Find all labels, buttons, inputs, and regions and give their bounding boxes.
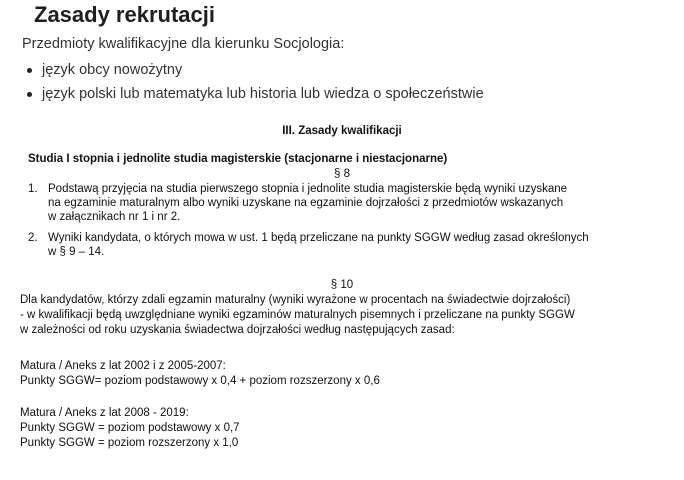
list-item <box>22 82 484 106</box>
intro-text: Przedmioty kwalifikacyjne dla kierunku Socjologia: <box>22 36 345 52</box>
list-item-text: język obcy nowożytny <box>42 62 183 78</box>
matura-2002-formula: Punkty SGGW= poziom podstawowy x 0,4 + poziom rozszerzony x 0,6 <box>20 375 380 387</box>
list-item-text: język polski lub matematyka lub historia lub wiedza o społeczeństwie <box>42 86 484 102</box>
matura-2008-formula-basic: Punkty SGGW = poziom podstawowy x 0,7 <box>20 422 240 434</box>
rule-line: w załącznikach nr 1 i nr 2. <box>48 211 181 223</box>
bullet-icon <box>27 92 32 97</box>
rule-line: Wyniki kandydata, o których mowa w ust. 1 będą przeliczane na punkty SGGW według zasad określonych <box>48 232 589 244</box>
matura-2008-title: Matura / Aneks z lat 2008 - 2019: <box>20 407 189 419</box>
matura-2002-title: Matura / Aneks z lat 2002 i z 2005-2007: <box>20 360 226 372</box>
paragraph-10-line: - w kwalifikacji będą uwzględniane wyniki egzaminów maturalnych pisemnych i przeliczane na punkty SGGW <box>20 309 575 321</box>
rule-number: 2. <box>28 232 38 244</box>
paragraph-10-line: Dla kandydatów, którzy zdali egzamin maturalny (wyniki wyrażone w procentach na świadectwie dojrzałości) <box>20 294 571 306</box>
page-title: Zasady rekrutacji <box>34 2 215 27</box>
bullet-icon <box>27 68 32 73</box>
rule-number: 1. <box>28 183 38 195</box>
section-title: III. Zasady kwalifikacji <box>282 125 402 137</box>
subject-list <box>22 58 484 106</box>
list-item <box>22 58 484 82</box>
rule-line: w § 9 – 14. <box>48 246 105 258</box>
rule-line: na egzaminie maturalnym albo wyniki uzyskane na egzaminie dojrzałości z przedmiotów wskazanych <box>48 197 564 209</box>
rule-line: Podstawą przyjęcia na studia pierwszego stopnia i jednolite studia magisterskie będą wyniki uzyskane <box>48 183 568 195</box>
matura-2008-formula-extended: Punkty SGGW = poziom rozszerzony x 1,0 <box>20 437 239 449</box>
paragraph-10-heading: § 10 <box>330 279 354 291</box>
paragraph-10-line: w zależności od roku uzyskania świadectwa dojrzałości według następujących zasad: <box>20 324 455 336</box>
paragraph-8-heading: § 8 <box>334 168 350 180</box>
studia-title: Studia I stopnia i jednolite studia magisterskie (stacjonarne i niestacjonarne) <box>28 153 448 165</box>
